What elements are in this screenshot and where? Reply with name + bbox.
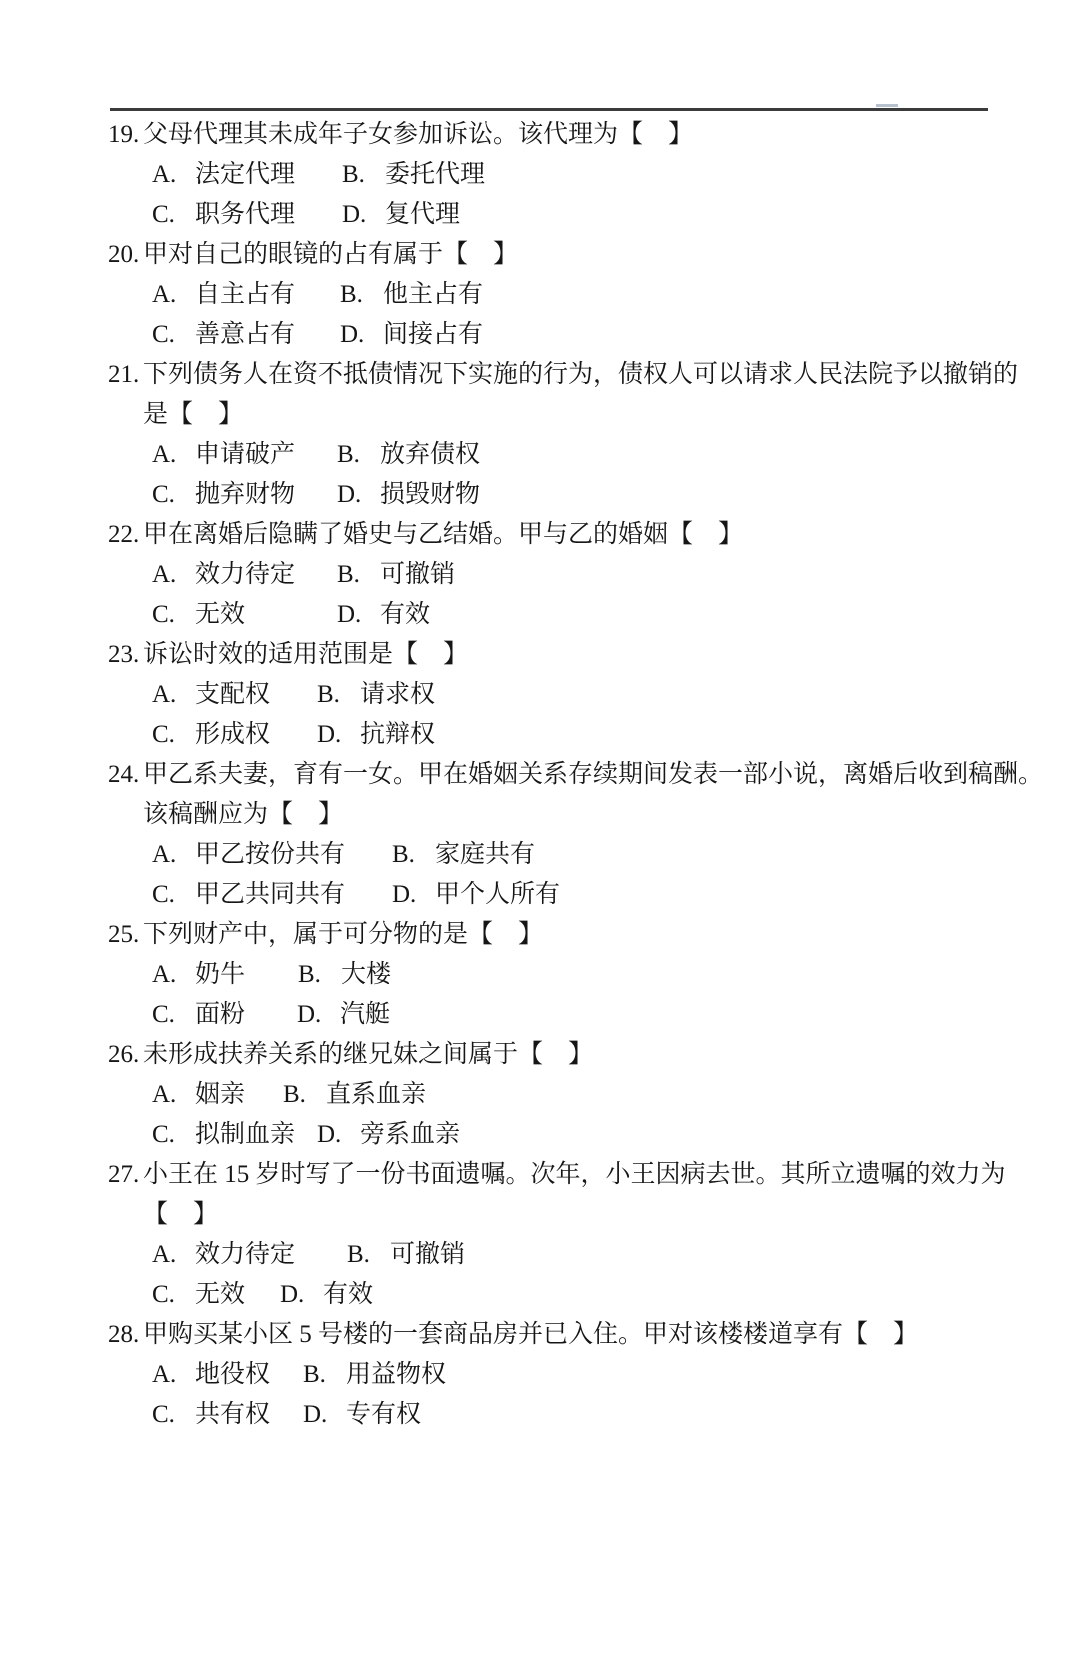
question-stem-text: 甲乙系夫妻，育有一女。甲在婚姻关系存续期间发表一部小说，离婚后收到稿酬。 [143,761,1044,788]
option-row [0,715,1080,755]
option-a [152,1075,283,1115]
question-stem-continuation [0,795,1080,835]
question-stem-text: 下列债务人在资不抵债情况下实施的行为，债权人可以请求人民法院予以撤销的 [143,361,1019,388]
question-stem-text: 下列财产中，属于可分物的是【 】 [143,921,544,948]
option-c [152,875,392,915]
question-list [0,115,1080,1435]
option-text: 无效 [195,601,246,628]
option-a [152,155,342,195]
option-letter: B. [392,841,415,868]
option-d [337,595,430,635]
option-a [152,675,317,715]
option-text: 申请破产 [195,441,296,468]
option-row [0,475,1080,515]
option-d [340,315,483,355]
option-row [0,275,1080,315]
question-25 [0,915,1080,1035]
question-stem-line [0,1315,1080,1355]
question-stem-line [0,115,1080,155]
option-d [303,1395,421,1435]
question-23 [0,635,1080,755]
question-stem-text: 小王在 15 岁时写了一份书面遗嘱。次年，小王因病去世。其所立遗嘱的效力为 [143,1161,1006,1188]
option-letter: C. [152,1401,175,1428]
option-row [0,955,1080,995]
option-letter: B. [337,561,360,588]
option-text: 损毁财物 [380,481,481,508]
question-number: 19. [108,121,140,148]
option-c [152,195,342,235]
option-d [297,995,390,1035]
question-number: 24. [108,761,140,788]
option-text: 请求权 [360,681,436,708]
option-letter: A. [152,1241,177,1268]
option-text: 有效 [323,1281,374,1308]
option-a [152,955,298,995]
option-d [317,1115,460,1155]
option-text: 用益物权 [346,1361,447,1388]
option-b [342,155,485,195]
option-c [152,1115,317,1155]
option-text: 汽艇 [340,1001,391,1028]
option-letter: D. [342,201,367,228]
option-row [0,875,1080,915]
option-row [0,1235,1080,1275]
option-letter: D. [303,1401,328,1428]
option-b [283,1075,426,1115]
option-text: 无效 [195,1281,246,1308]
option-letter: D. [317,1121,342,1148]
option-text: 他主占有 [383,281,484,308]
option-text: 姻亲 [195,1081,246,1108]
question-stem-line [0,235,1080,275]
option-letter: D. [392,881,417,908]
option-d [342,195,460,235]
option-letter: C. [152,881,175,908]
option-text: 复代理 [385,201,461,228]
option-row [0,1075,1080,1115]
option-a [152,1235,347,1275]
option-text: 旁系血亲 [360,1121,461,1148]
option-letter: B. [342,161,365,188]
question-26 [0,1035,1080,1155]
option-text: 直系血亲 [326,1081,427,1108]
option-letter: C. [152,321,175,348]
option-letter: D. [317,721,342,748]
option-c [152,715,317,755]
option-text: 奶牛 [195,961,246,988]
option-letter: B. [347,1241,370,1268]
option-text: 效力待定 [195,561,296,588]
option-c [152,315,340,355]
option-text: 面粉 [195,1001,246,1028]
option-row [0,155,1080,195]
question-27 [0,1155,1080,1315]
question-20 [0,235,1080,355]
question-stem-line [0,355,1080,395]
question-number: 20. [108,241,140,268]
option-letter: A. [152,961,177,988]
question-stem-line [0,1035,1080,1075]
option-text: 共有权 [195,1401,271,1428]
option-letter: B. [317,681,340,708]
option-text: 拟制血亲 [195,1121,296,1148]
question-number: 28. [108,1321,140,1348]
option-letter: D. [337,481,362,508]
option-text: 可撤销 [390,1241,466,1268]
option-letter: A. [152,161,177,188]
option-letter: A. [152,281,177,308]
question-stem-line [0,635,1080,675]
question-stem-continuation [0,1195,1080,1235]
option-row [0,835,1080,875]
option-text: 自主占有 [195,281,296,308]
option-text: 大楼 [341,961,392,988]
option-text: 专有权 [346,1401,422,1428]
option-a [152,435,337,475]
option-row [0,1355,1080,1395]
option-letter: C. [152,601,175,628]
option-row [0,315,1080,355]
option-text: 职务代理 [195,201,296,228]
question-number: 27. [108,1161,140,1188]
question-stem-line [0,915,1080,955]
option-text: 地役权 [195,1361,271,1388]
question-stem-text: 甲购买某小区 5 号楼的一套商品房并已入住。甲对该楼楼道享有【 】 [143,1321,919,1348]
top-divider [110,108,988,111]
option-letter: A. [152,441,177,468]
option-text: 放弃债权 [380,441,481,468]
option-b [392,835,535,875]
option-text: 委托代理 [385,161,486,188]
question-number: 25. [108,921,140,948]
question-number: 23. [108,641,140,668]
option-text: 甲乙共同共有 [195,881,346,908]
question-stem-line [0,1155,1080,1195]
option-row [0,675,1080,715]
option-b [337,435,480,475]
option-b [347,1235,465,1275]
option-row [0,195,1080,235]
option-c [152,1395,303,1435]
option-text: 善意占有 [195,321,296,348]
option-d [337,475,480,515]
question-stem-line [0,515,1080,555]
option-text: 形成权 [195,721,271,748]
option-letter: A. [152,1081,177,1108]
option-letter: B. [303,1361,326,1388]
question-stem-text: 未形成扶养关系的继兄妹之间属于【 】 [143,1041,594,1068]
option-a [152,835,392,875]
option-b [298,955,391,995]
question-stem-text: 【 】 [143,1201,219,1228]
option-letter: B. [283,1081,306,1108]
option-row [0,1115,1080,1155]
question-number: 22. [108,521,140,548]
option-text: 可撤销 [380,561,456,588]
option-letter: C. [152,1281,175,1308]
option-letter: B. [337,441,360,468]
option-text: 支配权 [195,681,271,708]
option-letter: C. [152,481,175,508]
option-a [152,555,337,595]
option-letter: D. [297,1001,322,1028]
option-letter: A. [152,841,177,868]
option-c [152,1275,280,1315]
option-text: 间接占有 [383,321,484,348]
question-stem-text: 诉讼时效的适用范围是【 】 [143,641,469,668]
option-a [152,275,340,315]
question-number: 26. [108,1041,140,1068]
option-c [152,475,337,515]
question-stem-continuation [0,395,1080,435]
question-stem-text: 是【 】 [143,401,244,428]
option-c [152,995,297,1035]
option-letter: C. [152,1121,175,1148]
question-stem-line [0,755,1080,795]
option-text: 家庭共有 [435,841,536,868]
option-a [152,1355,303,1395]
option-text: 甲乙按份共有 [195,841,346,868]
option-d [392,875,560,915]
option-row [0,555,1080,595]
scan-artifact-mark [876,104,898,107]
option-row [0,595,1080,635]
option-text: 抗辩权 [360,721,436,748]
option-b [303,1355,446,1395]
option-row [0,1395,1080,1435]
option-c [152,595,337,635]
question-21 [0,355,1080,515]
question-19 [0,115,1080,235]
question-stem-text: 该稿酬应为【 】 [143,801,344,828]
option-letter: D. [280,1281,305,1308]
option-letter: D. [340,321,365,348]
question-stem-text: 甲在离婚后隐瞒了婚史与乙结婚。甲与乙的婚姻【 】 [143,521,744,548]
option-d [317,715,435,755]
option-letter: C. [152,721,175,748]
option-row [0,995,1080,1035]
option-letter: B. [340,281,363,308]
option-text: 效力待定 [195,1241,296,1268]
option-text: 法定代理 [195,161,296,188]
option-b [337,555,455,595]
option-text: 甲个人所有 [435,881,561,908]
option-b [340,275,483,315]
option-letter: B. [298,961,321,988]
option-row [0,1275,1080,1315]
question-22 [0,515,1080,635]
option-letter: C. [152,1001,175,1028]
option-letter: A. [152,561,177,588]
option-row [0,435,1080,475]
option-text: 抛弃财物 [195,481,296,508]
option-letter: C. [152,201,175,228]
question-28 [0,1315,1080,1435]
option-letter: A. [152,1361,177,1388]
option-d [280,1275,373,1315]
option-letter: A. [152,681,177,708]
option-text: 有效 [380,601,431,628]
question-24 [0,755,1080,915]
question-stem-text: 甲对自己的眼镜的占有属于【 】 [143,241,519,268]
option-b [317,675,435,715]
option-letter: D. [337,601,362,628]
question-stem-text: 父母代理其未成年子女参加诉讼。该代理为【 】 [143,121,694,148]
question-number: 21. [108,361,140,388]
